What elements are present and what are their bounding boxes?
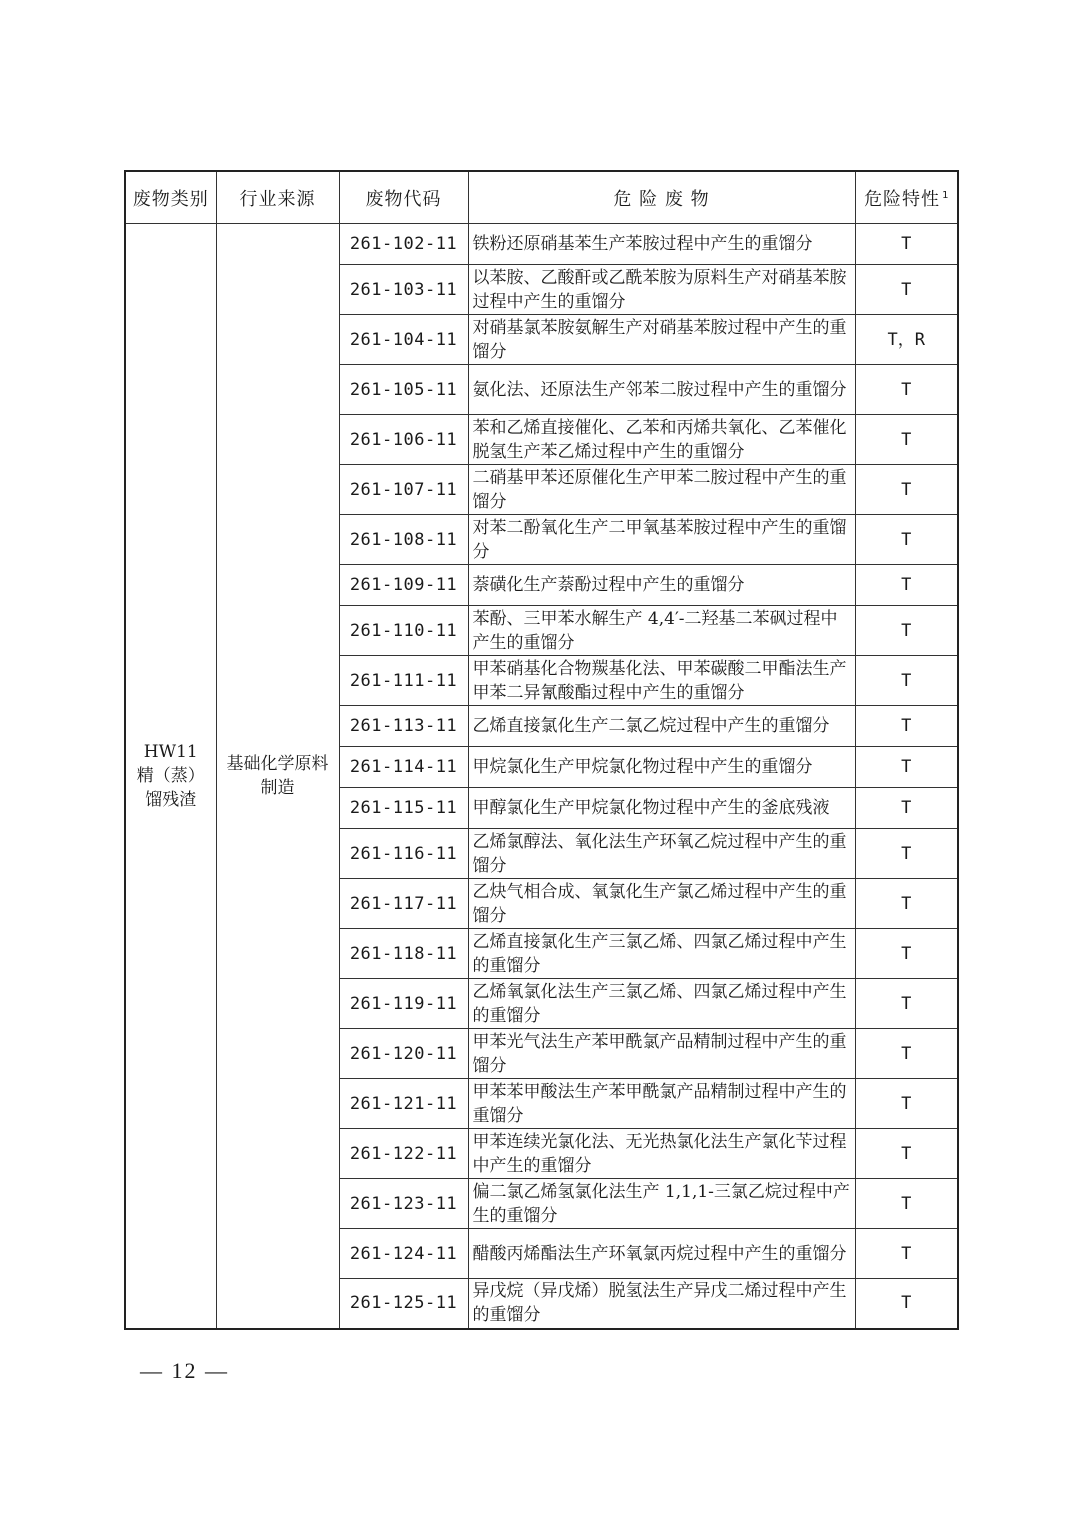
hazard-property-cell: T bbox=[855, 747, 958, 788]
waste-code-cell: 261-106-11 bbox=[339, 415, 468, 465]
waste-code-cell: 261-109-11 bbox=[339, 565, 468, 606]
waste-code-cell: 261-121-11 bbox=[339, 1079, 468, 1129]
waste-category-cell: HW11 精（蒸） 馏残渣 bbox=[125, 224, 216, 1329]
hazard-property-cell: T bbox=[855, 1079, 958, 1129]
waste-description-cell: 萘磺化生产萘酚过程中产生的重馏分 bbox=[468, 565, 855, 606]
waste-code-cell: 261-114-11 bbox=[339, 747, 468, 788]
hazard-property-cell: T bbox=[855, 879, 958, 929]
waste-description-cell: 乙烯直接氯化生产三氯乙烯、四氯乙烯过程中产生的重馏分 bbox=[468, 929, 855, 979]
waste-description-cell: 醋酸丙烯酯法生产环氧氯丙烷过程中产生的重馏分 bbox=[468, 1229, 855, 1279]
waste-description-cell: 甲烷氯化生产甲烷氯化物过程中产生的重馏分 bbox=[468, 747, 855, 788]
hazard-property-cell: T bbox=[855, 465, 958, 515]
waste-description-cell: 苯和乙烯直接催化、乙苯和丙烯共氧化、乙苯催化脱氢生产苯乙烯过程中产生的重馏分 bbox=[468, 415, 855, 465]
waste-description-cell: 甲苯苯甲酸法生产苯甲酰氯产品精制过程中产生的重馏分 bbox=[468, 1079, 855, 1129]
waste-description-cell: 氨化法、还原法生产邻苯二胺过程中产生的重馏分 bbox=[468, 365, 855, 415]
hazard-property-cell: T bbox=[855, 1179, 958, 1229]
waste-description-cell: 乙炔气相合成、氧氯化生产氯乙烯过程中产生的重馏分 bbox=[468, 879, 855, 929]
hazard-property-cell: T bbox=[855, 1229, 958, 1279]
hazard-property-cell: T bbox=[855, 1279, 958, 1329]
waste-description-cell: 异戊烷（异戊烯）脱氢法生产异戊二烯过程中产生的重馏分 bbox=[468, 1279, 855, 1329]
header-property-label: 危险特性 bbox=[864, 188, 941, 210]
hazard-property-cell: T bbox=[855, 706, 958, 747]
hazard-property-cell: T bbox=[855, 224, 958, 265]
waste-description-cell: 以苯胺、乙酸酐或乙酰苯胺为原料生产对硝基苯胺过程中产生的重馏分 bbox=[468, 265, 855, 315]
waste-code-cell: 261-113-11 bbox=[339, 706, 468, 747]
waste-code-cell: 261-111-11 bbox=[339, 656, 468, 706]
waste-code-cell: 261-103-11 bbox=[339, 265, 468, 315]
page-number: — 12 — bbox=[140, 1358, 229, 1383]
waste-code-cell: 261-125-11 bbox=[339, 1279, 468, 1329]
header-property bbox=[855, 171, 958, 224]
hazard-property-cell: T bbox=[855, 415, 958, 465]
waste-description-cell: 甲苯硝基化合物羰基化法、甲苯碳酸二甲酯法生产甲苯二异氰酸酯过程中产生的重馏分 bbox=[468, 656, 855, 706]
waste-code-cell: 261-110-11 bbox=[339, 606, 468, 656]
waste-code-cell: 261-105-11 bbox=[339, 365, 468, 415]
waste-description-cell: 乙烯直接氯化生产二氯乙烷过程中产生的重馏分 bbox=[468, 706, 855, 747]
header-property-footnote: 1 bbox=[942, 189, 949, 201]
hazard-property-cell: T bbox=[855, 979, 958, 1029]
hazard-property-cell: T bbox=[855, 1029, 958, 1079]
waste-description-cell: 铁粉还原硝基苯生产苯胺过程中产生的重馏分 bbox=[468, 224, 855, 265]
waste-description-cell: 甲醇氯化生产甲烷氯化物过程中产生的釜底残液 bbox=[468, 788, 855, 829]
waste-code-cell: 261-124-11 bbox=[339, 1229, 468, 1279]
waste-description-cell: 偏二氯乙烯氢氯化法生产 1,1,1-三氯乙烷过程中产生的重馏分 bbox=[468, 1179, 855, 1229]
waste-description-cell: 对硝基氯苯胺氨解生产对硝基苯胺过程中产生的重馏分 bbox=[468, 315, 855, 365]
waste-code-cell: 261-107-11 bbox=[339, 465, 468, 515]
header-code: 废物代码 bbox=[339, 171, 468, 224]
hazard-property-cell: T bbox=[855, 606, 958, 656]
header-source: 行业来源 bbox=[216, 171, 339, 224]
waste-code-cell: 261-102-11 bbox=[339, 224, 468, 265]
hazard-property-cell: T bbox=[855, 929, 958, 979]
hazard-property-cell: T bbox=[855, 788, 958, 829]
industry-source-cell: 基础化学原料 制造 bbox=[216, 224, 339, 1329]
waste-code-cell: 261-115-11 bbox=[339, 788, 468, 829]
waste-code-cell: 261-116-11 bbox=[339, 829, 468, 879]
table-header-row bbox=[125, 171, 958, 224]
table-row bbox=[125, 224, 958, 265]
hazard-property-cell: T bbox=[855, 515, 958, 565]
waste-code-cell: 261-120-11 bbox=[339, 1029, 468, 1079]
hazard-property-cell: T bbox=[855, 656, 958, 706]
waste-description-cell: 乙烯氯醇法、氧化法生产环氧乙烷过程中产生的重馏分 bbox=[468, 829, 855, 879]
waste-description-cell: 甲苯光气法生产苯甲酰氯产品精制过程中产生的重馏分 bbox=[468, 1029, 855, 1079]
waste-description-cell: 对苯二酚氧化生产二甲氧基苯胺过程中产生的重馏分 bbox=[468, 515, 855, 565]
waste-description-cell: 乙烯氧氯化法生产三氯乙烯、四氯乙烯过程中产生的重馏分 bbox=[468, 979, 855, 1029]
waste-code-cell: 261-104-11 bbox=[339, 315, 468, 365]
hazard-property-cell: T bbox=[855, 265, 958, 315]
waste-code-cell: 261-123-11 bbox=[339, 1179, 468, 1229]
hazard-property-cell: T bbox=[855, 829, 958, 879]
waste-description-cell: 甲苯连续光氯化法、无光热氯化法生产氯化苄过程中产生的重馏分 bbox=[468, 1129, 855, 1179]
header-waste: 危 险 废 物 bbox=[468, 171, 855, 224]
header-category: 废物类别 bbox=[125, 171, 216, 224]
waste-code-cell: 261-118-11 bbox=[339, 929, 468, 979]
hazard-property-cell: T bbox=[855, 565, 958, 606]
waste-code-cell: 261-108-11 bbox=[339, 515, 468, 565]
waste-description-cell: 二硝基甲苯还原催化生产甲苯二胺过程中产生的重馏分 bbox=[468, 465, 855, 515]
waste-code-cell: 261-122-11 bbox=[339, 1129, 468, 1179]
waste-code-cell: 261-117-11 bbox=[339, 879, 468, 929]
hazardous-waste-table bbox=[124, 170, 959, 1330]
waste-description-cell: 苯酚、三甲苯水解生产 4,4′-二羟基二苯砜过程中产生的重馏分 bbox=[468, 606, 855, 656]
hazard-property-cell: T，R bbox=[855, 315, 958, 365]
hazard-property-cell: T bbox=[855, 365, 958, 415]
hazard-property-cell: T bbox=[855, 1129, 958, 1179]
waste-code-cell: 261-119-11 bbox=[339, 979, 468, 1029]
